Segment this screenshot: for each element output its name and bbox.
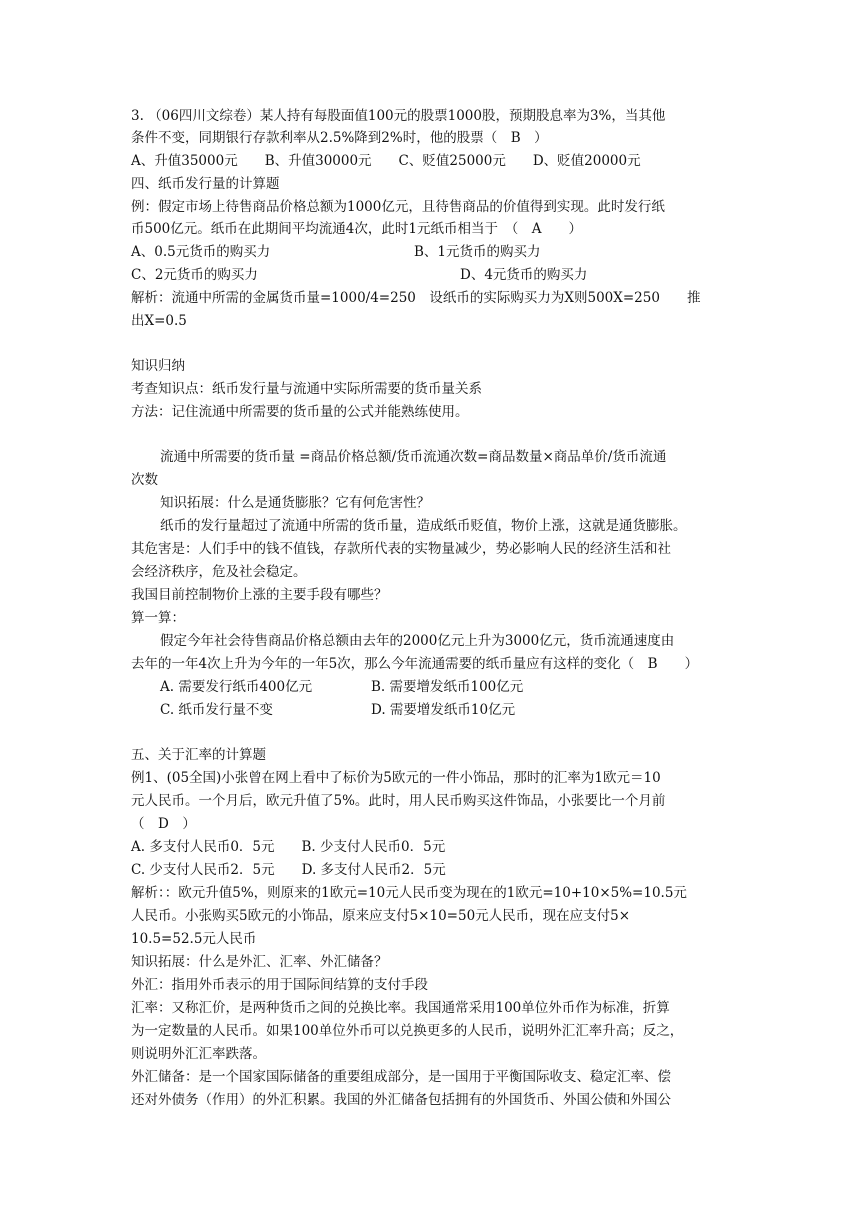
option-c: C、2元货币的购买力 [131,267,258,283]
reserve-line1: 外汇储备：是一个国家国际储备的重要组成部分，是一国用于平衡国际收支、稳定汇率、偿 [131,1069,671,1085]
summary-title: 知识归纳 [131,358,185,374]
calc-line2: 去年的一年4次上升为今年的一年5次，那么今年流通需要的纸币量应有这样的变化（ B ） [131,656,699,672]
calc-option-c: C. 纸币发行量不变 [160,702,273,718]
formula-line2: 次数 [131,472,158,488]
q3-stem-line2: 条件不变，同期银行存款利率从2.5%降到2%时，他的股票（ B ） [131,130,548,146]
exchange-options-row2: C. 少支付人民币2．5元 D. 多支付人民币2．5元 [131,862,446,878]
q3-stem-line1: 3. （06四川文综卷）某人持有每股面值100元的股票1000股，预期股息率为3%，当其他 [131,108,666,124]
rate-line3: 则说明外汇汇率跌落。 [131,1046,266,1062]
exchange-analysis-line2: 人民币。小张购买5欧元的小饰品，原来应支付5×10=50元人民币，现在应支付5× [131,908,631,924]
summary-method: 方法：记住流通中所需要的货币量的公式并能熟练使用。 [131,404,469,420]
exchange-example-line2: 元人民币。一个月后，欧元升值了5%。此时，用人民币购买这件饰品，小张要比一个月前 [131,793,666,809]
summary-point: 考查知识点：纸币发行量与流通中实际所需要的货币量关系 [131,381,482,397]
forex-definition: 外汇：指用外币表示的用于国际间结算的支付手段 [131,977,428,993]
formula-line1: 流通中所需要的货币量 =商品价格总额/货币流通次数=商品数量×商品单价/货币流通 [160,449,667,465]
rate-line1: 汇率：又称汇价，是两种货币之间的兑换比率。我国通常采用100单位外币作为标准，折算 [131,1000,670,1016]
exchange-example-line3: （ D ） [131,816,196,832]
calc-line1: 假定今年社会待售商品价格总额由去年的2000亿元上升为3000亿元，货币流通速度由 [160,633,675,649]
example-line2: 币500亿元。纸币在此期间平均流通4次，此时1元纸币相当于 （ A ） [131,221,582,237]
exchange-example-line1: 例1、(05全国)小张曾在网上看中了标价为5欧元的一件小饰品，那时的汇率为1欧元＝10 [131,770,661,786]
analysis-line1: 解析：流通中所需的金属货币量=1000/4=250 设纸币的实际购买力为X则500X=250 推 [131,290,701,306]
option-a: A、0.5元货币的购买力 [131,244,271,260]
exchange-options-row1: A. 多支付人民币0．5元 B. 少支付人民币0．5元 [131,839,446,855]
option-d: D、4元货币的购买力 [460,267,588,283]
calc-option-b: B. 需要增发纸币100亿元 [371,679,524,695]
inflation-extend-title: 知识拓展：什么是通货膨胀？它有何危害性？ [160,495,430,511]
exchange-analysis-line3: 10.5=52.5元人民币 [131,931,257,947]
control-question: 我国目前控制物价上涨的主要手段有哪些？ [131,587,388,603]
forex-extend-title: 知识拓展：什么是外汇、汇率、外汇储备？ [131,954,388,970]
q3-options: A、升值35000元 B、升值30000元 C、贬值25000元 D、贬值20000元 [131,153,641,169]
inflation-line3: 会经济秩序，危及社会稳定。 [131,564,307,580]
section4-heading: 四、纸币发行量的计算题 [131,176,280,192]
calc-option-d: D. 需要增发纸币10亿元 [371,702,516,718]
reserve-line2: 还对外债务（作用）的外汇积累。我国的外汇储备包括拥有的外国货币、外国公债和外国公 [131,1092,671,1108]
inflation-line1: 纸币的发行量超过了流通中所需的货币量，造成纸币贬值，物价上涨，这就是通货膨胀。 [160,518,687,534]
analysis-line2: 出X=0.5 [131,313,187,329]
calc-option-a: A. 需要发行纸币400亿元 [160,679,313,695]
inflation-line2: 其危害是：人们手中的钱不值钱，存款所代表的实物量减少，势必影响人民的经济生活和社 [131,541,671,557]
option-b: B、1元货币的购买力 [414,244,541,260]
exchange-analysis-line1: 解析：：欧元升值5%，则原来的1欧元=10元人民币变为现在的1欧元=10+10×5%=10.5元 [131,885,687,901]
section5-heading: 五、关于汇率的计算题 [131,747,266,763]
calc-title: 算一算： [131,610,185,626]
example-line1: 例：假定市场上待售商品价格总额为1000亿元，且待售商品的价值得到实现。此时发行纸 [131,199,665,215]
rate-line2: 为一定数量的人民币。如果100单位外币可以兑换更多的人民币，说明外汇汇率升高；反之， [131,1023,684,1039]
